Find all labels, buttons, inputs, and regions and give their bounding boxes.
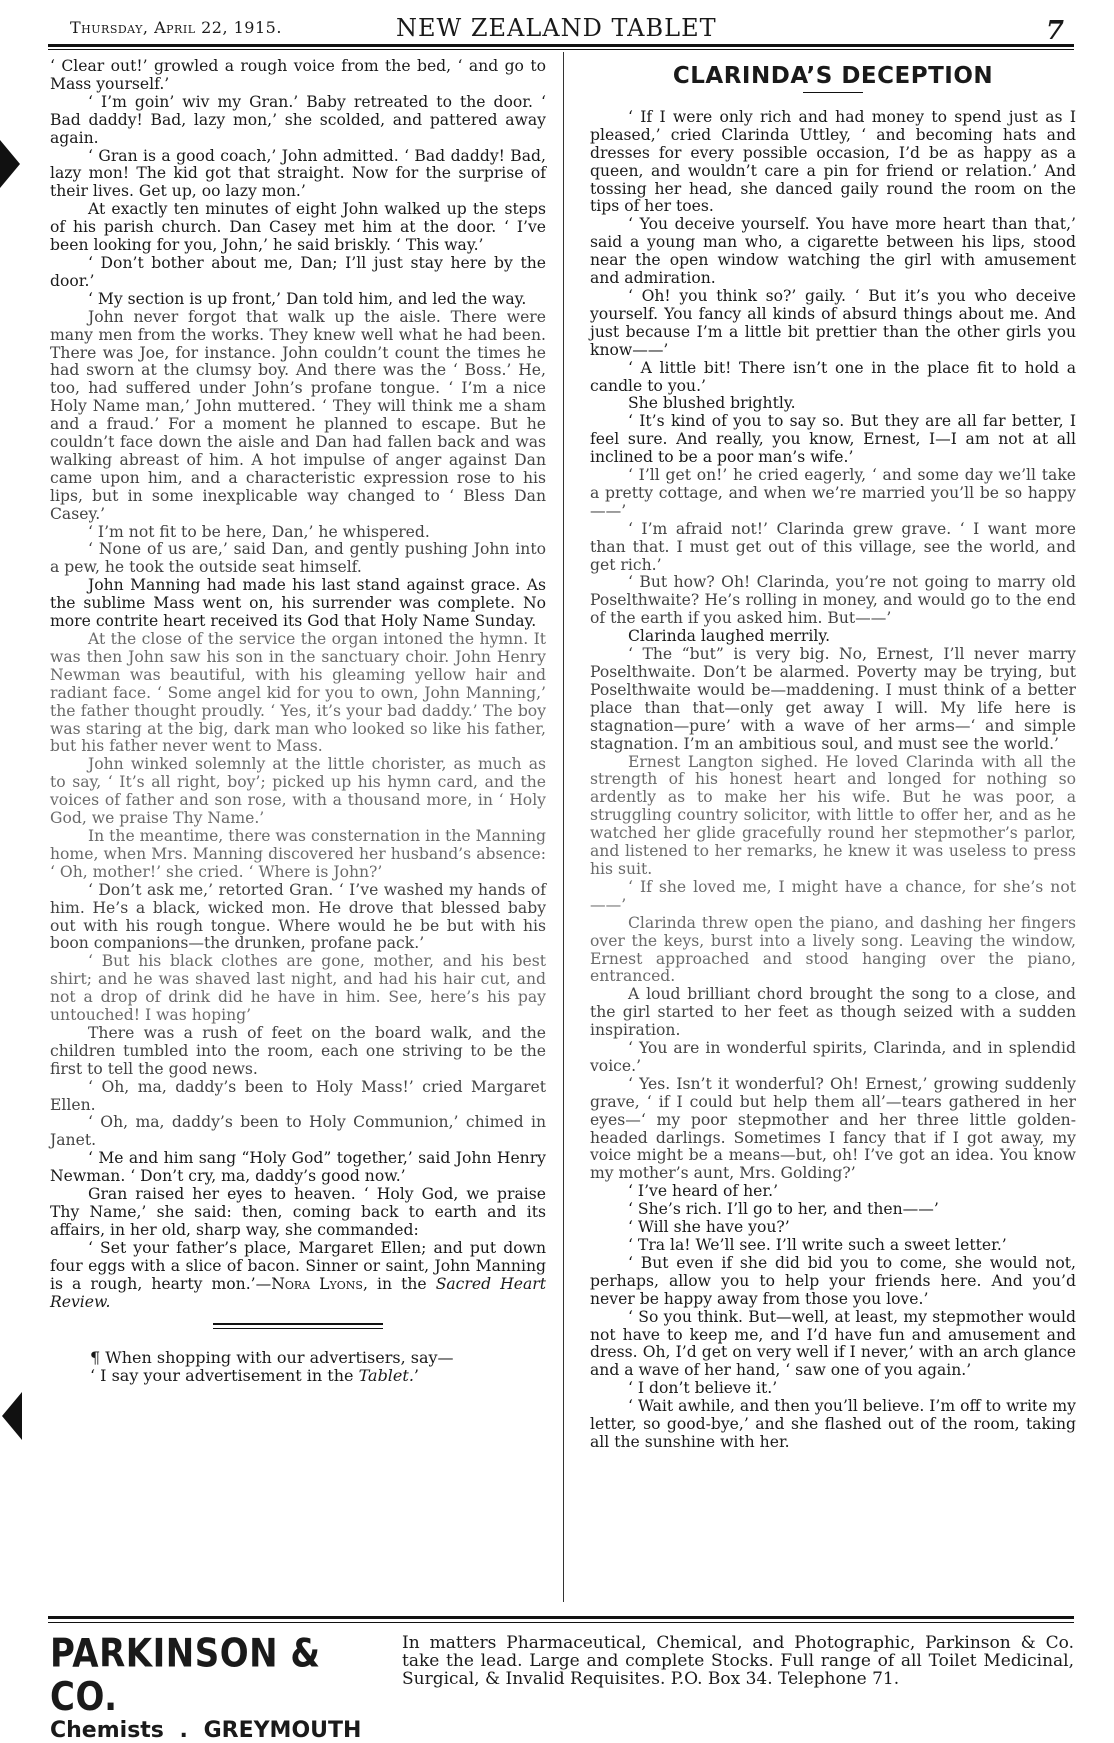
paragraph: ‘ She’s rich. I’ll go to her, and then——’ — [628, 1200, 939, 1219]
paragraph: ‘ You are in wonderful spirits, Clarinda, and in splendid voice.’ — [590, 1039, 1076, 1075]
paragraph: ‘ I’ve heard of her.’ — [628, 1182, 779, 1201]
paragraph: ‘ The “but” is very big. No, Ernest, I’ll never marry Poselthwaite. Don’t be alarmed. Poverty may be trying, but Poselthwaite would be—maddening. I must think of a better place than that—only get away I will. My life here is stagnation—pure’ with a wave of her arms—‘ and simple stagnation. I’m an ambitious soul, and must see the world.’ — [590, 645, 1076, 753]
paragraph: ‘ I’ll get on!’ he cried eagerly, ‘ and some day we’ll take a pretty cottage, and when we’re married you’ll be so happy——’ — [590, 466, 1076, 520]
paragraph: ‘ Oh, ma, daddy’s been to Holy Mass!’ cried Margaret Ellen. — [50, 1077, 546, 1114]
advertiser-note-line2 — [90, 1367, 546, 1385]
paragraph: Clarinda threw open the piano, and dashing her fingers over the keys, burst into a lively song. Leaving the window, Ernest approached and stood hanging over the piano, entranced. — [590, 913, 1076, 986]
paragraph: She blushed brightly. — [628, 394, 796, 413]
left-column — [50, 58, 546, 1385]
column-divider — [563, 52, 564, 1602]
footer-rule — [48, 1616, 1074, 1619]
publication-title: NEW ZEALAND TABLET — [396, 14, 717, 42]
paragraph: In the meantime, there was consternation in the Manning home, when Mrs. Manning discovered her husband’s absence: ‘ Oh, mother!’ she cried. ‘ Where is John?’ — [50, 826, 546, 881]
paragraph: There was a rush of feet on the board walk, and the children tumbled into the room, each one striving to be the first to tell the good news. — [50, 1023, 546, 1078]
paragraph: ‘ I’m afraid not!’ Clarinda grew grave. ‘ I want more than that. I must get out of this village, see the world, and get rich.’ — [590, 519, 1076, 574]
margin-ink-mark — [0, 140, 20, 188]
paragraph: ‘ Tra la! We’ll see. I’ll write such a sweet letter.’ — [628, 1236, 1007, 1254]
advertiser-note-text: ‘ I say your advertisement in the — [90, 1366, 354, 1386]
paragraph: Clarinda laughed merrily. — [628, 627, 831, 646]
page-header — [48, 14, 1074, 46]
advertiser-note-close: ’ — [413, 1366, 419, 1386]
paragraph: John winked solemnly at the little chorister, as much as to say, ‘ It’s all right, boy’; picked up his hymn card, and the voices of father and son rose, with a thousand more, in ‘ Holy God, we praise Thy Name.’ — [50, 755, 546, 828]
paragraph: ‘ Gran is a good coach,’ John admitted. ‘ Bad daddy! Bad, lazy mon! The kid got that straight. Now for the surprise of their lives. Get up, oo lazy mon.’ — [50, 146, 546, 201]
story-end-rule — [213, 1323, 383, 1325]
advertiser-note-line1: ¶ When shopping with our advertisers, say— — [90, 1348, 454, 1368]
paragraph: ‘ None of us are,’ said Dan, and gently pushing John into a pew, he took the outside seat himself. — [50, 540, 546, 577]
header-rule-thin — [48, 49, 1074, 50]
paragraph: ‘ You deceive yourself. You have more heart than that,’ said a young man who, a cigarette between his lips, stood near the open window watching the girl with amusement and admiration. — [590, 215, 1076, 288]
paragraph: ‘ I’m not fit to be here, Dan,’ he whispered. — [88, 522, 430, 541]
margin-ink-mark — [2, 1392, 22, 1440]
header-rule — [48, 44, 1074, 47]
firm-trade: Chemists . — [50, 1718, 188, 1743]
advertiser-note — [90, 1349, 546, 1385]
paragraph: ‘ Me and him sang “Holy God” together,’ said John Henry Newman. ‘ Don’t cry, ma, daddy’s good now.’ — [50, 1149, 546, 1186]
paragraph: At exactly ten minutes of eight John walked up the steps of his parish church. Dan Casey met him at the door. ‘ I’ve been looking for you, John,’ he said briskly. ‘ This way.’ — [50, 200, 546, 255]
paragraph: ‘ Don’t ask me,’ retorted Gran. ‘ I’ve washed my hands of him. He’s a black, wicked mon. He drove that blessed baby out with his rough tongue. Where would he be but with his boon companions—the drunken, profane pack.’ — [50, 880, 546, 953]
paragraph: ‘ It’s kind of you to say so. But they are all far better, I feel sure. And really, you know, Ernest, I—I am not at all inclined to be a poor man’s wife.’ — [590, 412, 1076, 467]
paragraph: ‘ But how? Oh! Clarinda, you’re not going to marry old Poselthwaite? He’s rolling in money, and would go to the end of the earth if you asked him. But——’ — [590, 573, 1076, 628]
advertiser-note-tablet: Tablet. — [358, 1366, 414, 1386]
story-end-rule-thin — [213, 1328, 383, 1329]
footer-advert-text: In matters Pharmaceutical, Chemical, and Photographic, Parkinson & Co. take the lead. Large and complete Stocks. Full range of all Toilet Medicinal, Surgical, & Invalid Requisites. P.O. Box 34. Telephone 71. — [402, 1633, 1074, 1689]
byline-author: Nora Lyons, — [271, 1274, 368, 1293]
paragraph: ‘ If I were only rich and had money to spend just as I pleased,’ cried Clarinda Uttley, ‘ and becoming hats and dresses for every possible occasion, I’d be as happy as a queen, and wouldn’t care a pin for friend or relation.’ And tossing her head, she danced gaily round the room on the tips of her toes. — [590, 107, 1076, 216]
story-title: CLARINDA’S DECEPTION — [672, 63, 994, 89]
paragraph: ‘ Don’t bother about me, Dan; I’ll just stay here by the door.’ — [50, 253, 546, 290]
paragraph: ‘ Oh, ma, daddy’s been to Holy Communion,’ chimed in Janet. — [50, 1113, 546, 1150]
firm-subtitle — [50, 1718, 370, 1743]
paragraph-final — [50, 1240, 546, 1312]
paragraph: ‘ Oh! you think so?’ gaily. ‘ But it’s you who deceive yourself. You fancy all kinds of absurd things about me. And just because I’m a little bit prettier than the other girls you know——’ — [590, 286, 1076, 359]
paragraph: ‘ Clear out!’ growled a rough voice from the bed, ‘ and go to Mass yourself.’ — [50, 57, 546, 93]
paragraph: ‘ I don’t believe it.’ — [628, 1379, 778, 1398]
firm-town: GREYMOUTH — [203, 1718, 362, 1743]
issue-date: Thursday, April 22, 1915. — [70, 18, 282, 37]
paragraph: ‘ If she loved me, I might have a chance, for she’s not——’ — [590, 877, 1076, 914]
firm-name: PARKINSON & CO. — [50, 1630, 321, 1721]
paragraph: ‘ My section is up front,’ Dan told him, and led the way. — [88, 289, 527, 308]
paragraph: ‘ But his black clothes are gone, mother, and his best shirt; and he was shaved last night, and had his hair cut, and not a drop of drink did he have in him. See, here’s his pay untouched! I was hoping’ — [50, 952, 546, 1025]
byline-source: Sacred Heart Review. — [50, 1274, 546, 1311]
paragraph: ‘ Will she have you?’ — [628, 1218, 790, 1237]
paragraph: John never forgot that walk up the aisle. There were many men from the works. They knew well what he had been. There was Joe, for instance. John couldn’t count the times he had sworn at the clumsy boy. And there was the ‘ Boss.’ He, too, had suffered under John’s profane tongue. ‘ I’m a nice Holy Name man,’ John muttered. ‘ They will think me a sham and a fraud.’ For a moment he planned to escape. But he couldn’t face down the aisle and Dan had fallen back and was walking abreast of him. A hot impulse of anger against Dan came upon him, and a characteristic expression rose to his lips, but in some inexplicable way changed to ‘ Bless Dan Casey.’ — [50, 307, 546, 523]
paragraph: At the close of the service the organ intoned the hymn. It was then John saw his son in the sanctuary choir. John Henry Newman was beautiful, with his gleaming yellow hair and radiant face. ‘ Some angel kid for you to own, John Manning,’ the father thought proudly. ‘ Yes, it’s your bad daddy.’ The boy was staring at the big, dark man who looked so like his father, but his father never went to Mass. — [50, 630, 546, 756]
paragraph: ‘ Yes. Isn’t it wonderful? Oh! Ernest,’ growing suddenly grave, ‘ if I could but help them all’—tears gathered in her eyes—‘ my poor stepmother and her three little golden-headed darlings. Sometimes I fancy that if I got away, my voice might be a means—but, oh! I’ve got an idea. You know my mother’s aunt, Mrs. Golding?’ — [590, 1074, 1076, 1183]
title-rule — [803, 92, 863, 93]
paragraph: ‘ I’m goin’ wiv my Gran.’ Baby retreated to the door. ‘ Bad daddy! Bad, lazy mon,’ she scolded, and pattered away again. — [50, 92, 546, 147]
paragraph-text: ‘ Set your father’s place, Margaret Ellen; and put down four eggs with a slice of bacon. Sinner or saint, John Manning is a rough, hearty mon.’— — [50, 1238, 546, 1293]
right-column — [590, 58, 1076, 1452]
page-number: 7 — [1045, 16, 1064, 46]
paragraph: ‘ Wait awhile, and then you’ll believe. I’m off to write my letter, so good-bye,’ and she flashed out of the room, taking all the sunshine with her. — [590, 1397, 1076, 1451]
byline-prefix: in the — [376, 1274, 427, 1293]
footer-rule-thin — [48, 1622, 1074, 1623]
paragraph: Ernest Langton sighed. He loved Clarinda with all the strength of his honest heart and longed for nothing so ardently as to make her his wife. But he was poor, a struggling country solicitor, with little to offer her, and as he watched her glide gracefully round her stepmother’s parlor, and listened to her remarks, he knew it was useless to press his suit. — [590, 752, 1076, 878]
paragraph: ‘ A little bit! There isn’t one in the place fit to hold a candle to you.’ — [590, 358, 1076, 395]
paragraph: ‘ But even if she did bid you to come, she would not, perhaps, allow you to help your friends here. And you’d never be happy away from those you love.’ — [590, 1253, 1076, 1308]
paragraph: A loud brilliant chord brought the song to a close, and the girl started to her feet as though seized with a sudden inspiration. — [590, 985, 1076, 1040]
paragraph: John Manning had made his last stand against grace. As the sublime Mass went on, his surrender was complete. No more contrite heart received its God that Holy Name Sunday. — [50, 576, 546, 631]
footer-advert-firm — [50, 1632, 370, 1743]
paragraph: Gran raised her eyes to heaven. ‘ Holy God, we praise Thy Name,’ she said: then, coming back to earth and its affairs, in her old, sharp way, she commanded: — [50, 1185, 546, 1239]
paragraph: ‘ So you think. But—well, at least, my stepmother would not have to keep me, and I’d have fun and amusement and dress. Oh, I’d get on very well if I never,’ with an arch glance and a wave of her hand, ‘ saw one of you again.’ — [590, 1307, 1076, 1380]
